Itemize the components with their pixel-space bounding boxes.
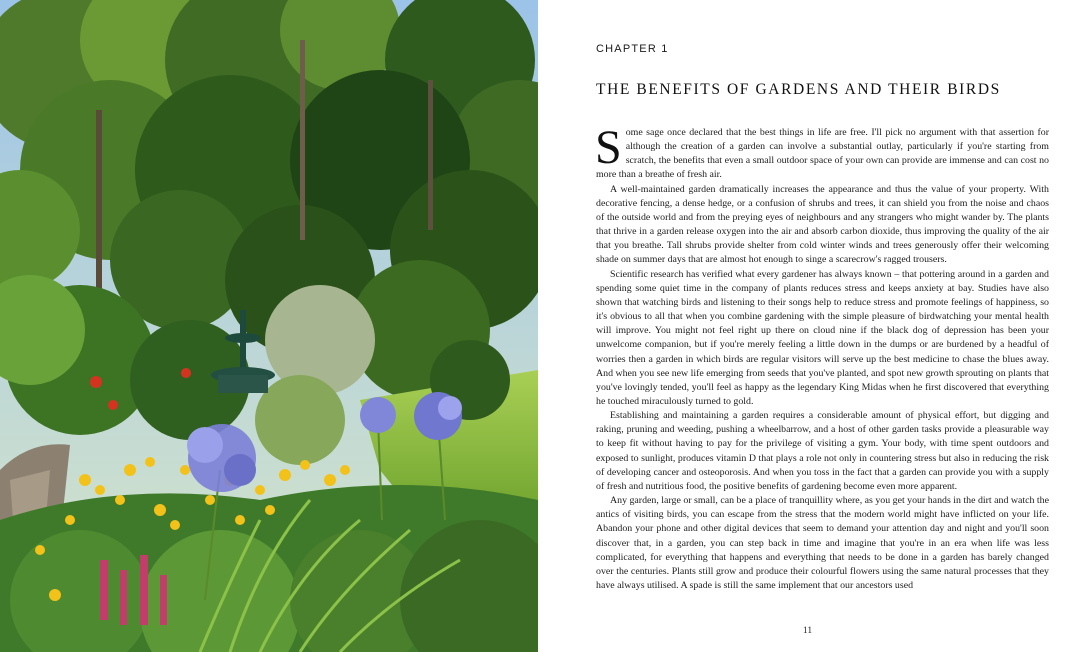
chapter-label: CHAPTER 1 bbox=[596, 43, 669, 55]
chapter-title: THE BENEFITS OF GARDENS AND THEIR BIRDS bbox=[596, 81, 1001, 98]
body-text bbox=[595, 121, 1050, 593]
paragraph-3: Scientific research has verified what every gardener has always known – that pottering around in a garden and spending some quiet time in the company of plants reduces stress and keeps anxiety at bay. Studies have also shown that watching birds and listening to their songs help to reduce stress and promote feelings of happiness, so it's obvious to all that when you combine gardening with the simple pleasure of birdwatching your mental health will improve. You might not feel right up there on cloud nine if the black dog of depression has been your unwelcome companion, but if you're merely feeling a little down in the dumps or are burdened by a headful of worries then a garden in which birds are regular visitors will serve up the best medicine to chase the blues away. And when you see new life emerging from seeds that you've planted, and spot new growth sprouting on plants that you've lovingly tended, you'll feel as happy as the legendary King Midas when he first discovered that everything he touched miraculously turned to gold. bbox=[596, 268, 1050, 407]
paragraph-1: Some sage once declared that the best things in life are free. I'll pick no argument with that assertion for although the creation of a garden can involve a substantial outlay, particularly if you're starting from scratch, the benefits that even a small outdoor space of your own can provide are immense and can cost no more than a breathe of fresh air. bbox=[595, 121, 1049, 181]
garden-photo bbox=[0, 0, 538, 652]
paragraph-5: Any garden, large or small, can be a place of tranquillity where, as you get your hands in the dirt and watch the antics of visiting birds, you can escape from the stress that the modern world might have inflicted on your life. Abandon your phone and other digital devices that seem to demand your attention day and night and you'll soon discover that, in a garden, you can step back in time and imagine that you're in an era when life was less complicated, for everything that happens and everything that needs to be done in a garden has barely changed over the centuries. Plants still grow and produce their colourful flowers using the same natural processes that they have always utilised. A spade is still the same implement that our ancestors used bbox=[596, 495, 1049, 591]
paragraph-2: A well-maintained garden dramatically increases the appearance and thus the value of your property. With decorative fencing, a dense hedge, or a confusion of shrubs and trees, it can shield you from the noise and chaos of the outside world and from the preying eyes of neighbours and any strangers who might wander by. The plants that thrive in a garden release oxygen into the air and absorb carbon dioxide, thus improving the quality of the air that you breathe. Tall shrubs provide shelter from cold winter winds and trees generously offer their welcoming shade on summer days that are almost hot enough to singe a scarecrow's ragged trousers. bbox=[596, 183, 1049, 266]
text-page bbox=[538, 0, 1077, 652]
page-number: 11 bbox=[802, 626, 813, 636]
paragraph-4: Establishing and maintaining a garden requires a considerable amount of physical effort, but digging and raking, pruning and weeding, pushing a wheelbarrow, and a host of other garden tasks provide a pleasurable way to keep fit without having to pay for the privilege of visiting a gym. Your body, with time spent outdoors and exposed to sunlight, produces vitamin D that plays a role not only in countering stress but also in reducing the risk of developing cancer and osteoporosis. And when you toss in the fact that a garden can provide you with a supply of fresh and nutritious food, the positive benefits of gardening become even more apparent. bbox=[596, 410, 1049, 492]
drop-cap: S bbox=[595, 121, 622, 174]
